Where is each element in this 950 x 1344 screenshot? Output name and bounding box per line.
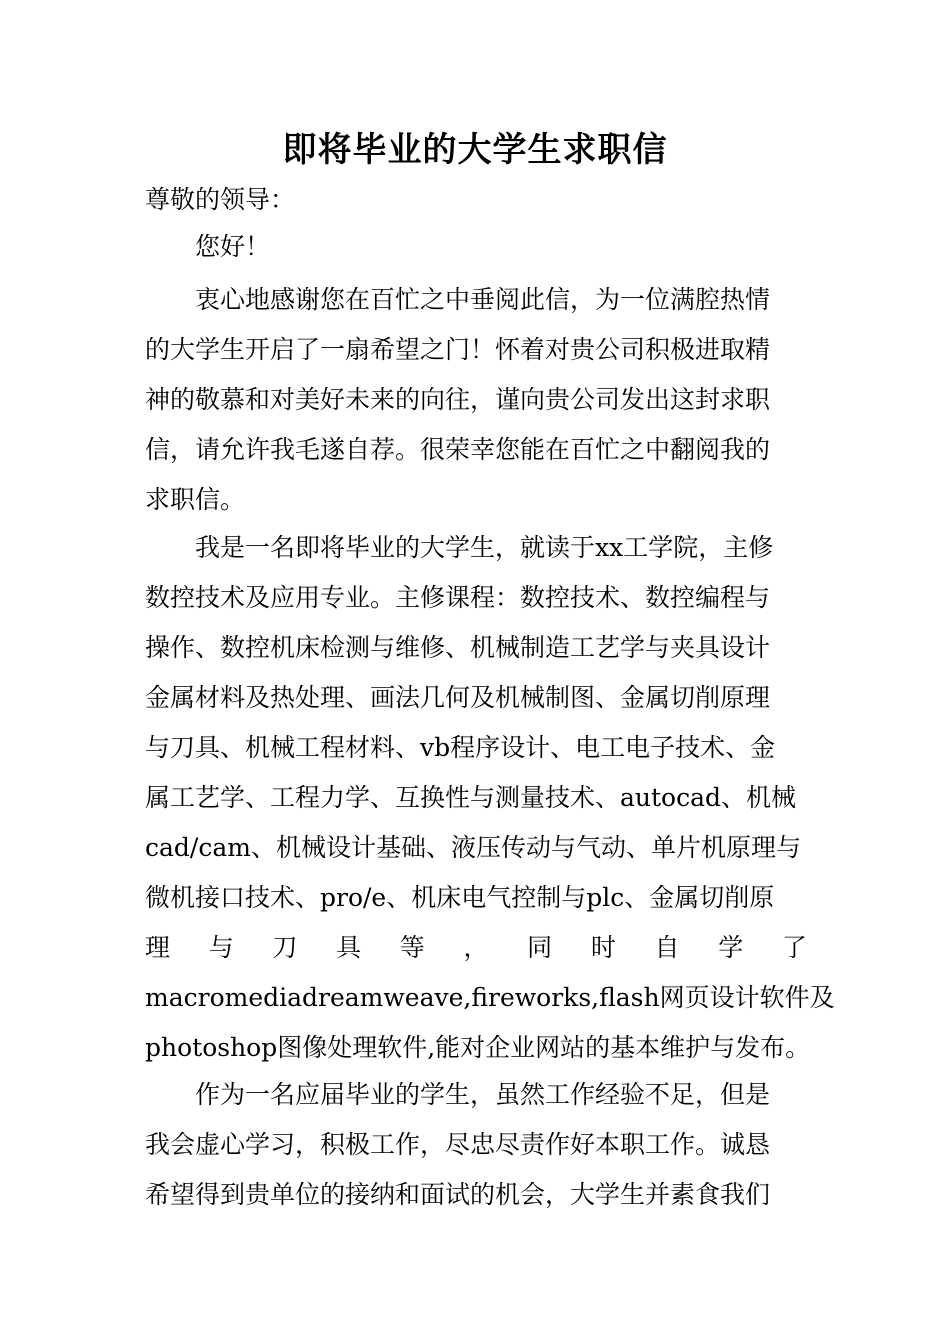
spaced-char: 时 — [590, 933, 616, 962]
paragraph-line: 神的敬慕和对美好未来的向往，谨向贵公司发出这封求职 — [145, 385, 771, 414]
paragraph-line: 求职信。 — [145, 485, 246, 514]
salutation: 尊敬的领导： — [145, 185, 296, 214]
spaced-char: 等 — [399, 933, 425, 962]
paragraph-line: 信，请允许我毛遂自荐。很荣幸您能在百忙之中翻阅我的 — [145, 435, 771, 464]
spaced-char: 自 — [654, 933, 680, 962]
document-title: 即将毕业的大学生求职信 — [282, 130, 668, 170]
spaced-char: 与 — [208, 933, 234, 962]
spaced-char: ， — [463, 933, 489, 962]
paragraph-line: 属工艺学、工程力学、互换性与测量技术、autocad、机械 — [145, 783, 797, 812]
paragraph-line: 作为一名应届毕业的学生，虽然工作经验不足，但是 — [195, 1080, 771, 1109]
paragraph-line: macromediadreamweave,fireworks,flash网页设计软件及 — [145, 983, 835, 1012]
spaced-justified-line — [145, 923, 807, 973]
paragraph-gratitude — [145, 275, 807, 525]
paragraph-line: 的大学生开启了一扇希望之门！怀着对贵公司积极进取精 — [145, 335, 771, 364]
paragraph-line: 与刀具、机械工程材料、vb程序设计、电工电子技术、金 — [145, 733, 776, 762]
paragraph-line: 操作、数控机床检测与维修、机械制造工艺学与夹具设计 — [145, 633, 771, 662]
paragraph-introduction — [145, 523, 835, 1073]
paragraph-line: 金属材料及热处理、画法几何及机械制图、金属切削原理 — [145, 683, 771, 712]
paragraph-line: 我会虚心学习，积极工作，尽忠尽责作好本职工作。诚恳 — [145, 1130, 771, 1159]
paragraph-line: 数控技术及应用专业。主修课程：数控技术、数控编程与 — [145, 583, 771, 612]
greeting: 您好！ — [195, 232, 271, 261]
paragraph-line: 我是一名即将毕业的大学生，就读于xx工学院，主修 — [195, 533, 774, 562]
spaced-char: 同 — [527, 933, 553, 962]
paragraph-line: cad/cam、机械设计基础、液压传动与气动、单片机原理与 — [145, 833, 801, 862]
paragraph-commitment — [145, 1070, 807, 1220]
spaced-char: 了 — [781, 933, 807, 962]
paragraph-line: 希望得到贵单位的接纳和面试的机会，大学生并素食我们 — [145, 1180, 771, 1209]
spaced-char: 学 — [718, 933, 744, 962]
paragraph-line: 衷心地感谢您在百忙之中垂阅此信，为一位满腔热情 — [195, 285, 771, 314]
spaced-char: 理 — [145, 933, 171, 962]
paragraph-line: 微机接口技术、pro/e、机床电气控制与plc、金属切削原 — [145, 883, 775, 912]
paragraph-line: photoshop图像处理软件,能对企业网站的基本维护与发布。 — [145, 1033, 811, 1062]
spaced-char: 具 — [336, 933, 362, 962]
spaced-char: 刀 — [272, 933, 298, 962]
